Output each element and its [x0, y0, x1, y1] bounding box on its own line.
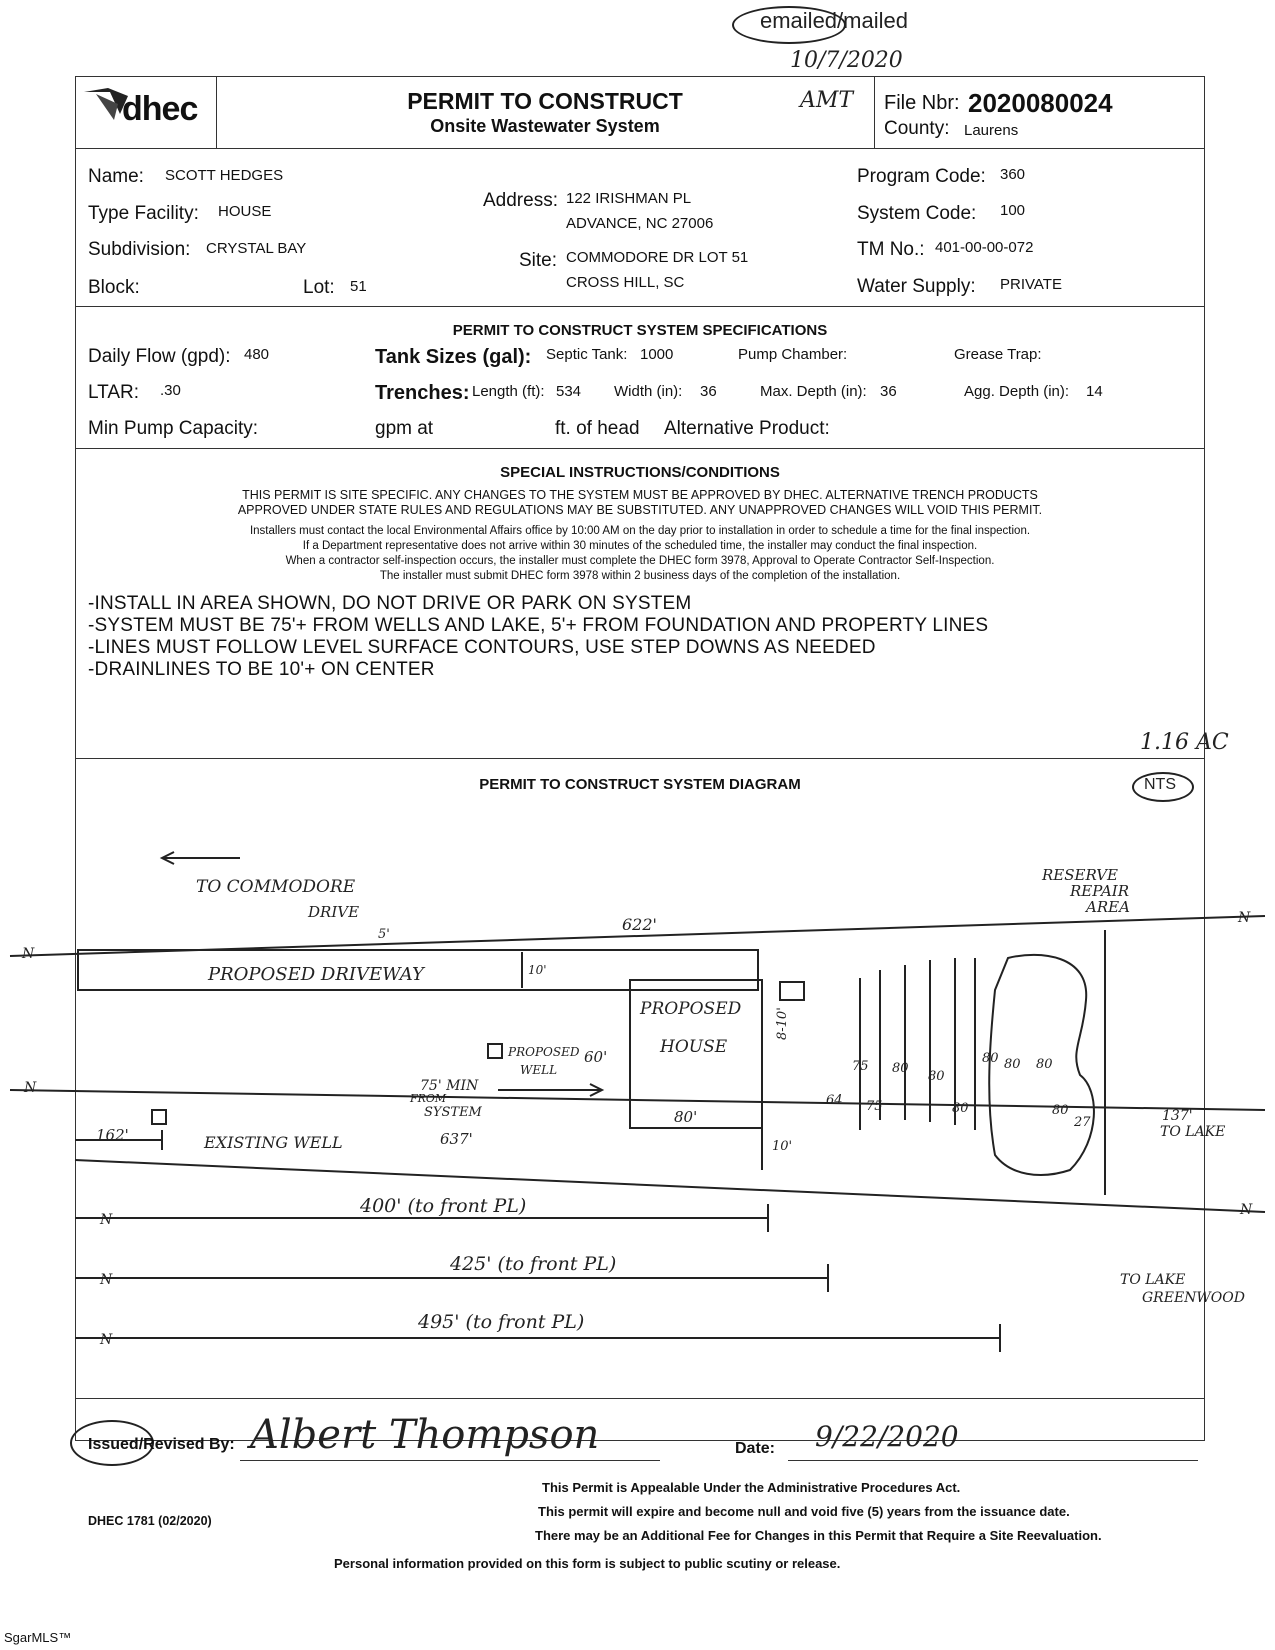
special-para1-line2: APPROVED UNDER STATE RULES AND REGULATIONS MAY BE SUBSTITUTED. ANY UNAPPROVED CHANGES WILL VOID THIS PERMIT.	[237, 503, 1043, 517]
address-label: Address:	[483, 190, 558, 211]
dim-5-label: 5'	[378, 927, 390, 942]
dim-10-driveway-label: 10'	[528, 963, 547, 977]
site-line1: COMMODORE DR LOT 51	[566, 249, 749, 266]
ltar-label: LTAR:	[88, 382, 140, 403]
dim-622-label: 622'	[622, 915, 657, 934]
date-label: Date:	[735, 1440, 776, 1457]
driveway-label: PROPOSED DRIVEWAY	[208, 964, 424, 985]
dim-400-label: 400' (to front PL)	[360, 1195, 527, 1217]
special-heading: SPECIAL INSTRUCTIONS/CONDITIONS	[500, 464, 780, 481]
septic-tank	[780, 982, 804, 1000]
house-label-1: PROPOSED	[640, 999, 742, 1019]
north-arrow-4: N	[1240, 1202, 1253, 1218]
permit-subtitle: Onsite Wastewater System	[430, 116, 660, 136]
dim-637-label: 637'	[440, 1130, 473, 1148]
agg-depth-label: Agg. Depth (in):	[964, 383, 1070, 400]
name-value: SCOTT HEDGES	[165, 167, 284, 184]
min-pump-label: Min Pump Capacity:	[88, 418, 259, 439]
initials: AMT	[800, 88, 854, 113]
greenwood-label: GREENWOOD	[1142, 1290, 1245, 1306]
special-para2-line3: When a contractor self-inspection occurs, the installer must complete the DHEC form 3978, Approval to Operate Contractor Self-Inspection.	[285, 555, 995, 567]
trench-80e: 80	[1036, 1057, 1053, 1072]
existing-well	[152, 1110, 166, 1124]
tank-sizes-label: Tank Sizes (gal):	[375, 346, 532, 368]
dim-80-label: 80'	[674, 1108, 698, 1126]
condition-4: -DRAINLINES TO BE 10'+ ON CENTER	[88, 659, 435, 680]
north-arrow-3: N	[1238, 910, 1251, 926]
reserve-label: RESERVE	[1042, 866, 1119, 884]
special-para1-line1: THIS PERMIT IS SITE SPECIFIC. ANY CHANGES TO THE SYSTEM MUST BE APPROVED BY DHEC. ALTERNATIVE TRENCH PRODUCTS	[242, 488, 1038, 502]
nts-circle	[1132, 772, 1194, 802]
emailed-mailed-annotation: emailed/mailed	[760, 8, 908, 33]
nts-annotation: NTS	[1144, 776, 1176, 793]
form-number: DHEC 1781 (02/2020)	[88, 1514, 212, 1528]
middle-property-line	[10, 1090, 1265, 1110]
system-code: 100	[1000, 202, 1026, 219]
daily-flow-label: Daily Flow (gpd):	[88, 346, 231, 367]
condition-3: -LINES MUST FOLLOW LEVEL SURFACE CONTOURS, USE STEP DOWNS AS NEEDED	[88, 637, 876, 658]
address-line1: 122 IRISHMAN PL	[566, 190, 692, 207]
proposed-well-label-1: PROPOSED	[508, 1045, 580, 1059]
length-value: 534	[556, 383, 582, 400]
trench-80a: 80	[892, 1061, 909, 1076]
width-value: 36	[700, 383, 717, 400]
privacy-line: Personal information provided on this form is subject to public scutiny or release.	[334, 1556, 841, 1571]
grease-trap-label: Grease Trap:	[954, 346, 1042, 363]
house-label-2: HOUSE	[660, 1037, 728, 1057]
north-arrow-1: N	[22, 946, 35, 962]
specs-heading: PERMIT TO CONSTRUCT SYSTEM SPECIFICATIONS	[452, 322, 828, 339]
system-code-label: System Code:	[857, 203, 977, 224]
signature: Albert Thompson	[250, 1412, 600, 1458]
fee-line: There may be an Additional Fee for Changes in this Permit that Require a Site Reevaluation.	[535, 1528, 1102, 1543]
water-supply: PRIVATE	[1000, 276, 1062, 293]
condition-1: -INSTALL IN AREA SHOWN, DO NOT DRIVE OR PARK ON SYSTEM	[88, 593, 692, 614]
emailed-circle	[732, 6, 846, 44]
special-para2-line4: The installer must submit DHEC form 3978 within 2 business days of the completion of the installation.	[379, 570, 901, 582]
file-nbr-label: File Nbr:	[884, 92, 960, 114]
to-lake-label: TO LAKE	[1160, 1124, 1226, 1140]
trench-80f: 80	[952, 1101, 969, 1116]
issued-label: Issued/Revised By:	[88, 1436, 235, 1453]
drive-label: DRIVE	[308, 903, 360, 921]
county-label: County:	[884, 118, 950, 139]
north-arrow-6: N	[100, 1272, 113, 1288]
condition-2: -SYSTEM MUST BE 75'+ FROM WELLS AND LAKE, 5'+ FROM FOUNDATION AND PROPERTY LINES	[88, 615, 989, 636]
north-arrow-7: N	[100, 1332, 113, 1348]
dim-425-label: 425' (to front PL)	[450, 1253, 617, 1275]
septic-tank-value: 1000	[640, 346, 674, 363]
type-facility-value: HOUSE	[218, 203, 272, 220]
septic-tank-label: Septic Tank:	[546, 346, 628, 363]
handwritten-date: 10/7/2020	[790, 48, 903, 73]
dim-495-label: 495' (to front PL)	[418, 1311, 585, 1333]
program-code-label: Program Code:	[857, 166, 986, 187]
lot-value: 51	[350, 278, 367, 295]
north-arrow-5: N	[100, 1212, 113, 1228]
agg-depth-value: 14	[1086, 383, 1103, 400]
subdivision-label: Subdivision:	[88, 239, 191, 260]
dim-137-label: 137'	[1162, 1108, 1193, 1124]
type-facility-label: Type Facility:	[88, 203, 199, 224]
trench-80c: 80	[982, 1051, 999, 1066]
pump-chamber-label: Pump Chamber:	[738, 346, 848, 363]
head-label: ft. of head	[555, 418, 640, 439]
water-supply-label: Water Supply:	[857, 276, 976, 297]
trench-75b: 75	[866, 1099, 883, 1114]
trench-80g: 80	[1052, 1103, 1069, 1118]
site-line2: CROSS HILL, SC	[566, 274, 685, 291]
area-label: AREA	[1086, 898, 1130, 916]
mls-watermark: SgarMLS™	[4, 1630, 72, 1645]
dim-162-label: 162'	[96, 1126, 129, 1144]
subdivision-value: CRYSTAL BAY	[206, 240, 307, 257]
trench-75a: 75	[852, 1059, 869, 1074]
trench-27: 27	[1074, 1115, 1091, 1130]
block-label: Block:	[88, 277, 140, 298]
length-label: Length (ft):	[472, 383, 545, 400]
diagram-heading: PERMIT TO CONSTRUCT SYSTEM DIAGRAM	[479, 776, 801, 793]
county: Laurens	[964, 122, 1019, 139]
ltar-value: .30	[160, 382, 181, 399]
min-75-label: 75' MIN	[420, 1078, 479, 1094]
dim-10-house-label: 10'	[772, 1139, 793, 1154]
dhec-logo	[80, 84, 212, 140]
gpm-label: gpm at	[375, 418, 434, 439]
width-label: Width (in):	[614, 383, 683, 400]
dim-8-10-label: 8-10'	[775, 1007, 790, 1040]
proposed-well-label-2: WELL	[520, 1063, 558, 1077]
expire-line: This permit will expire and become null and void five (5) years from the issuance date.	[538, 1504, 1070, 1519]
trench-64: 64	[826, 1093, 843, 1108]
max-depth-label: Max. Depth (in):	[760, 383, 867, 400]
tm-value: 401-00-00-072	[935, 239, 1034, 256]
file-nbr: 2020080024	[968, 88, 1113, 118]
proposed-well	[488, 1044, 502, 1058]
from-label: FROM	[410, 1092, 447, 1105]
special-para2-line2: If a Department representative does not arrive within 30 minutes of the scheduled time, the installer may conduct the final inspection.	[302, 540, 978, 552]
logo-text: dhec	[122, 90, 198, 128]
date-value: 9/22/2020	[815, 1420, 959, 1453]
to-lake-label-2: TO LAKE	[1120, 1272, 1186, 1288]
north-arrow-2: N	[24, 1080, 37, 1096]
permit-title: PERMIT TO CONSTRUCT	[407, 88, 683, 114]
south-property-line	[75, 1160, 1265, 1212]
max-depth-value: 36	[880, 383, 897, 400]
dim-60-label: 60'	[584, 1048, 608, 1066]
system-label: SYSTEM	[424, 1105, 482, 1120]
name-label: Name:	[88, 166, 144, 187]
site-diagram	[0, 800, 1275, 1360]
trench-80d: 80	[1004, 1057, 1021, 1072]
program-code: 360	[1000, 166, 1026, 183]
repair-label: REPAIR	[1070, 882, 1130, 900]
existing-well-label: EXISTING WELL	[204, 1133, 343, 1152]
trenches-label: Trenches:	[375, 382, 470, 404]
tm-label: TM No.:	[857, 239, 925, 260]
address-line2: ADVANCE, NC 27006	[566, 215, 714, 232]
site-label: Site:	[519, 250, 558, 271]
appeal-line: This Permit is Appealable Under the Administrative Procedures Act.	[542, 1480, 961, 1495]
special-para2-line1: Installers must contact the local Environmental Affairs office by 10:00 AM on the day prior to installation in order to schedule a time for the final inspection.	[249, 525, 1031, 537]
trench-80b: 80	[928, 1069, 945, 1084]
daily-flow-value: 480	[244, 346, 270, 363]
acreage-annotation: 1.16 AC	[1140, 730, 1229, 755]
lot-label: Lot:	[303, 277, 335, 298]
to-commodore-label: TO COMMODORE	[196, 877, 356, 897]
alt-product-label: Alternative Product:	[664, 418, 830, 439]
